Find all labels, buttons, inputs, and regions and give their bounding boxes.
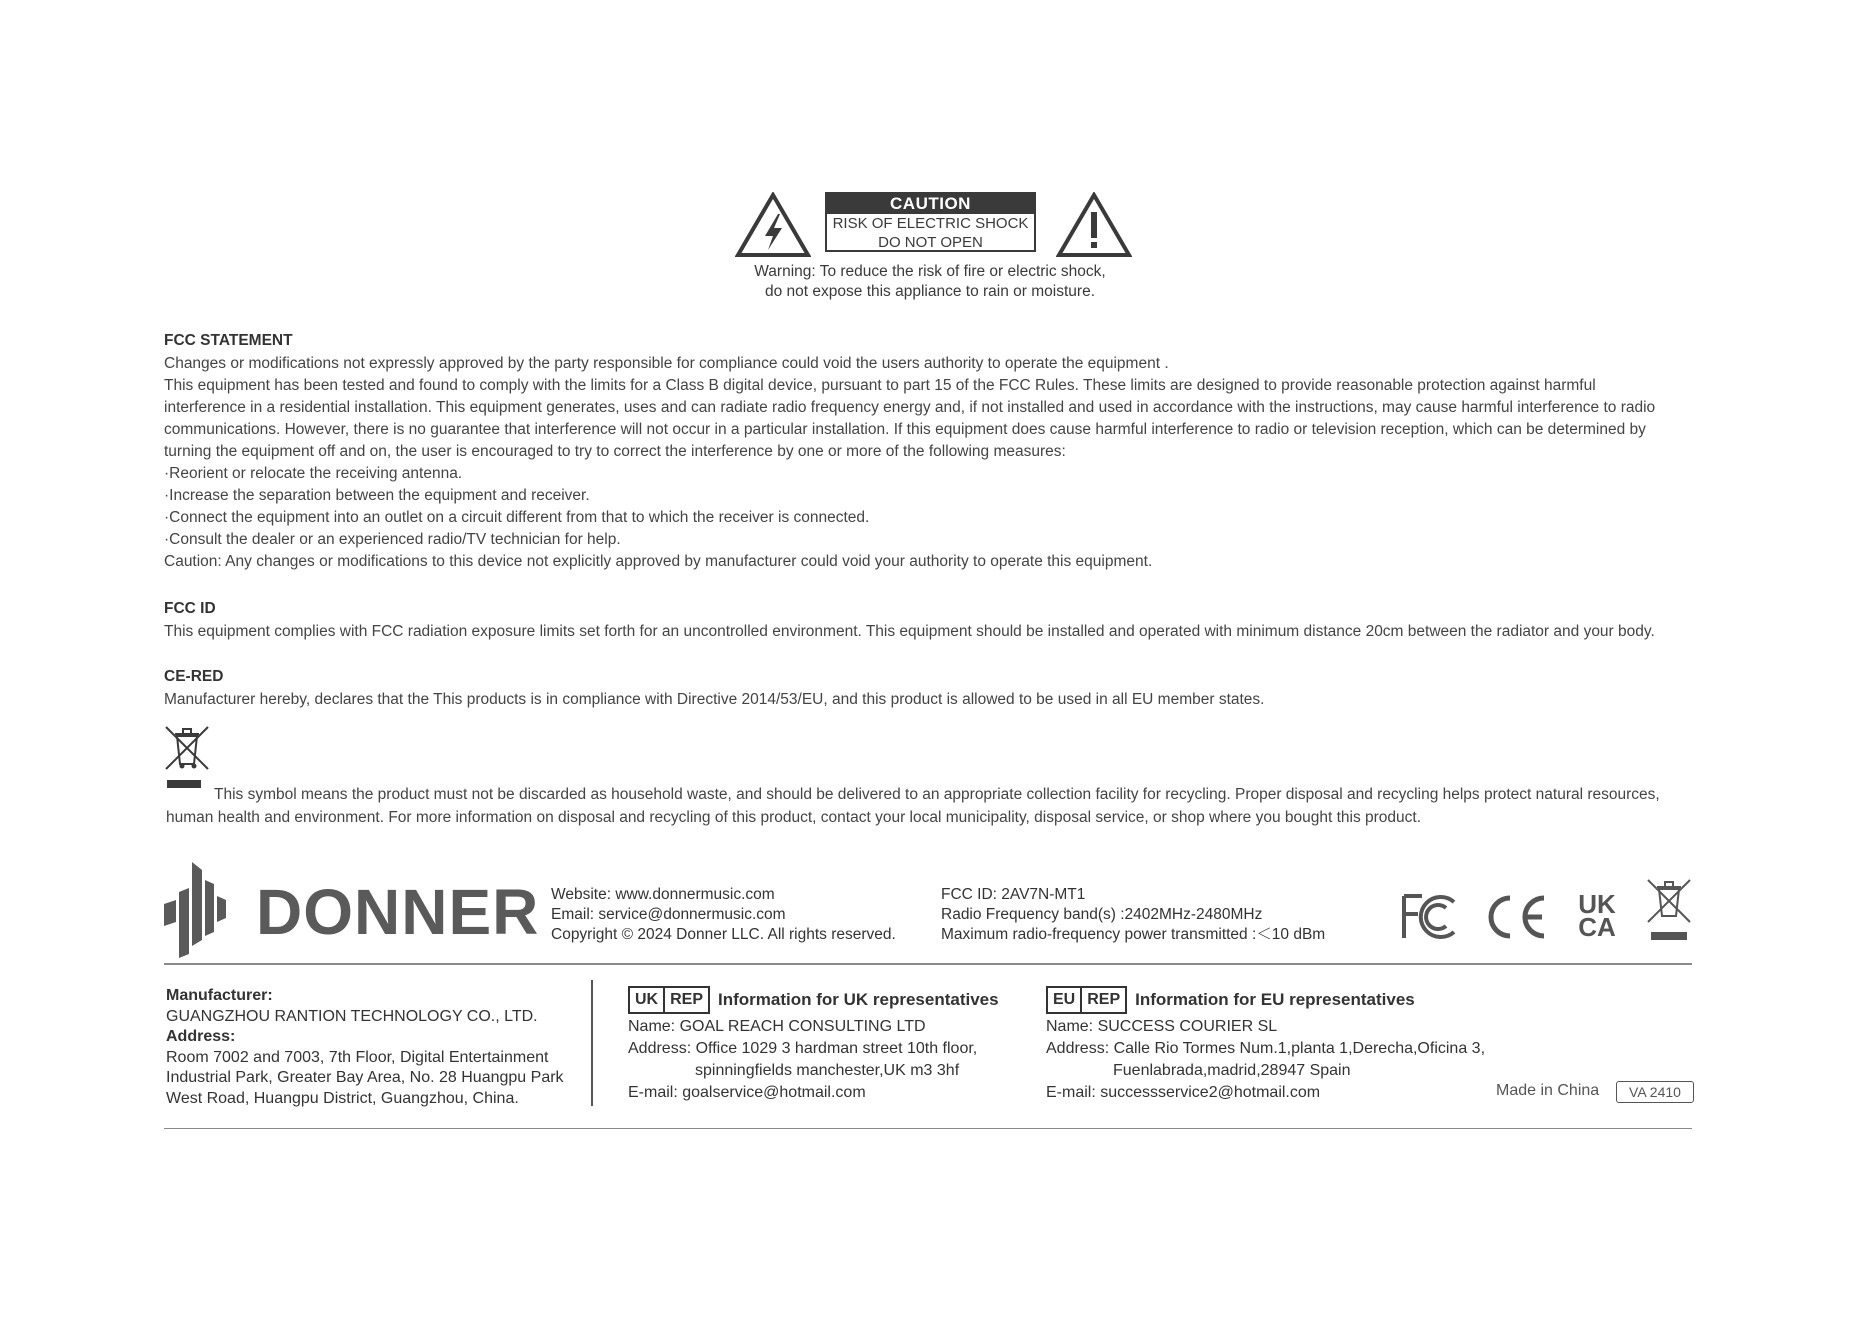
footer-divider-bottom: [164, 1128, 1692, 1129]
version-badge: VA 2410: [1616, 1081, 1694, 1103]
caution-title: CAUTION: [827, 194, 1034, 214]
ukca-icon: [1572, 889, 1622, 942]
eu-rep-badge: [1046, 986, 1127, 1014]
warning-line-1: Warning: To reduce the risk of fire or electric shock,: [754, 263, 1106, 280]
radio-power: Maximum radio-frequency power transmitted :＜10 dBm: [941, 926, 1326, 943]
fcc-measure: ·Increase the separation between the equipment and receiver.: [164, 487, 590, 504]
ce-icon: [1484, 894, 1548, 940]
uk-rep-address-2: spinningfields manchester,UK m3 3hf: [695, 1062, 960, 1079]
rep-tag: REP: [663, 988, 708, 1012]
ce-red-text: Manufacturer hereby, declares that the This products is in compliance with Directive 2014/53/EU, and this product is allowed to be used in all EU member states.: [164, 691, 1265, 708]
address-line-2: Industrial Park, Greater Bay Area, No. 28 Huangpu Park: [166, 1069, 564, 1086]
fcc-measure: ·Connect the equipment into an outlet on a circuit different from that to which the receiver is connected.: [164, 509, 870, 526]
donner-wordmark: DONNER: [256, 876, 540, 948]
uk-rep-name: Name: GOAL REACH CONSULTING LTD: [628, 1018, 926, 1035]
uk-tag: UK: [635, 991, 659, 1008]
fcc-line: This equipment has been tested and found to comply with the limits for a Class B digital device, pursuant to part 15 of the FCC Rules. These limits are designed to provide reasonable protection against harmful: [164, 377, 1596, 394]
weee-bin-footer-icon: [1645, 878, 1693, 942]
warning-line-2: do not expose this appliance to rain or moisture.: [765, 283, 1095, 300]
ukca-top: UK: [1578, 889, 1616, 919]
fc-icon: [1400, 892, 1460, 942]
fcc-line: communications. However, there is no guarantee that interference will not occur in a particular installation. If this equipment does cause harmful interference to radio or television reception, which can be determined by: [164, 421, 1646, 438]
radio-info: [941, 885, 1325, 945]
website-text: Website: www.donnermusic.com: [551, 886, 775, 903]
eu-rep-block: [1046, 986, 1486, 1104]
eu-rep-heading: Information for EU representatives: [1135, 990, 1415, 1009]
eu-rep-email: E-mail: successservice2@hotmail.com: [1046, 1084, 1321, 1101]
eu-rep-header: [1046, 986, 1486, 1014]
manufacturer-block: [166, 986, 566, 1109]
fcc-measure: ·Consult the dealer or an experienced radio/TV technician for help.: [164, 531, 621, 548]
made-in-text: Made in China: [1496, 1082, 1600, 1099]
uk-rep-header: [628, 986, 1028, 1014]
manufacturer-label: Manufacturer:: [166, 987, 273, 1004]
fcc-statement-title: FCC STATEMENT: [164, 332, 293, 349]
electric-shock-warning-icon: [735, 192, 811, 258]
ce-mark: [1484, 894, 1548, 940]
caution-label: [735, 190, 1130, 256]
fcc-line: turning the equipment off and on, the user is encouraged to try to correct the interference by one or more of the following measures:: [164, 443, 1066, 460]
caution-box: [825, 192, 1036, 252]
fcc-statement-body: [164, 353, 1694, 573]
address-line-1: Room 7002 and 7003, 7th Floor, Digital Entertainment: [166, 1048, 549, 1066]
fcc-line: interference in a residential installation. This equipment generates, uses and can radiate radio frequency energy and, if not installed and used in accordance with the instructions, may cause harmful interference to radio: [164, 399, 1656, 416]
address-label: Address:: [166, 1028, 236, 1045]
rep-tag: REP: [1080, 988, 1125, 1012]
manufacturer-name: GUANGZHOU RANTION TECHNOLOGY CO., LTD.: [166, 1007, 538, 1025]
eu-tag: EU: [1053, 991, 1076, 1008]
uk-rep-heading: Information for UK representatives: [718, 990, 999, 1009]
exclamation-warning-icon: [1056, 192, 1132, 258]
donner-logo: [164, 862, 540, 962]
weee-bin-icon: [163, 724, 211, 790]
uk-rep-badge: [628, 986, 710, 1014]
radio-band: Radio Frequency band(s) :2402MHz-2480MHz: [941, 906, 1263, 923]
caution-line-1: RISK OF ELECTRIC SHOCK: [832, 215, 1029, 232]
fcc-id-value: FCC ID: 2AV7N-MT1: [941, 886, 1086, 903]
fcc-caution: Caution: Any changes or modifications to this device not explicitly approved by manufacturer could void your authority to operate this equipment.: [164, 553, 1153, 570]
eu-rep-address-1: Address: Calle Rio Tormes Num.1,planta 1,Derecha,Oficina 3,: [1046, 1040, 1486, 1057]
fcc-measure: ·Reorient or relocate the receiving antenna.: [164, 465, 463, 482]
uk-rep-address-1: Address: Office 1029 3 hardman street 10th floor,: [628, 1040, 978, 1057]
footer-divider-top: [164, 963, 1692, 965]
uk-rep-block: [628, 986, 1028, 1104]
eu-rep-name: Name: SUCCESS COURIER SL: [1046, 1018, 1278, 1035]
copyright-text: Copyright © 2024 Donner LLC. All rights reserved.: [551, 926, 896, 943]
ukca-bottom: CA: [1578, 912, 1616, 942]
weee-text: [166, 783, 1696, 829]
fc-mark: [1400, 892, 1460, 942]
eu-rep-address-2: Fuenlabrada,madrid,28947 Spain: [1113, 1062, 1351, 1079]
address-line-3: West Road, Huangpu District, Guangzhou, China.: [166, 1089, 519, 1107]
warning-text: [700, 262, 1160, 302]
email-text: Email: service@donnermusic.com: [551, 906, 786, 923]
fcc-id-title: FCC ID: [164, 600, 216, 617]
uk-rep-email: E-mail: goalservice@hotmail.com: [628, 1084, 866, 1101]
fcc-line: Changes or modifications not expressly approved by the party responsible for compliance could void the users authority to operate the equipment .: [164, 355, 1169, 372]
ce-red-title: CE-RED: [164, 668, 224, 685]
caution-line-2: DO NOT OPEN: [878, 234, 983, 251]
brand-contact: [551, 885, 896, 945]
weee-line-1: This symbol means the product must not be discarded as household waste, and should be delivered to an appropriate collection facility for recycling. Proper disposal and recycling helps protect natural resources,: [214, 786, 1660, 803]
weee-line-2: human health and environment. For more information on disposal and recycling of this product, contact your local municipality, disposal service, or shop where you bought this product.: [166, 809, 1422, 826]
manufacturer-divider: [591, 980, 593, 1106]
fcc-id-text: This equipment complies with FCC radiation exposure limits set forth for an uncontrolled environment. This equipment should be installed and operated with minimum distance 20cm between the radiator and your body.: [164, 623, 1655, 640]
